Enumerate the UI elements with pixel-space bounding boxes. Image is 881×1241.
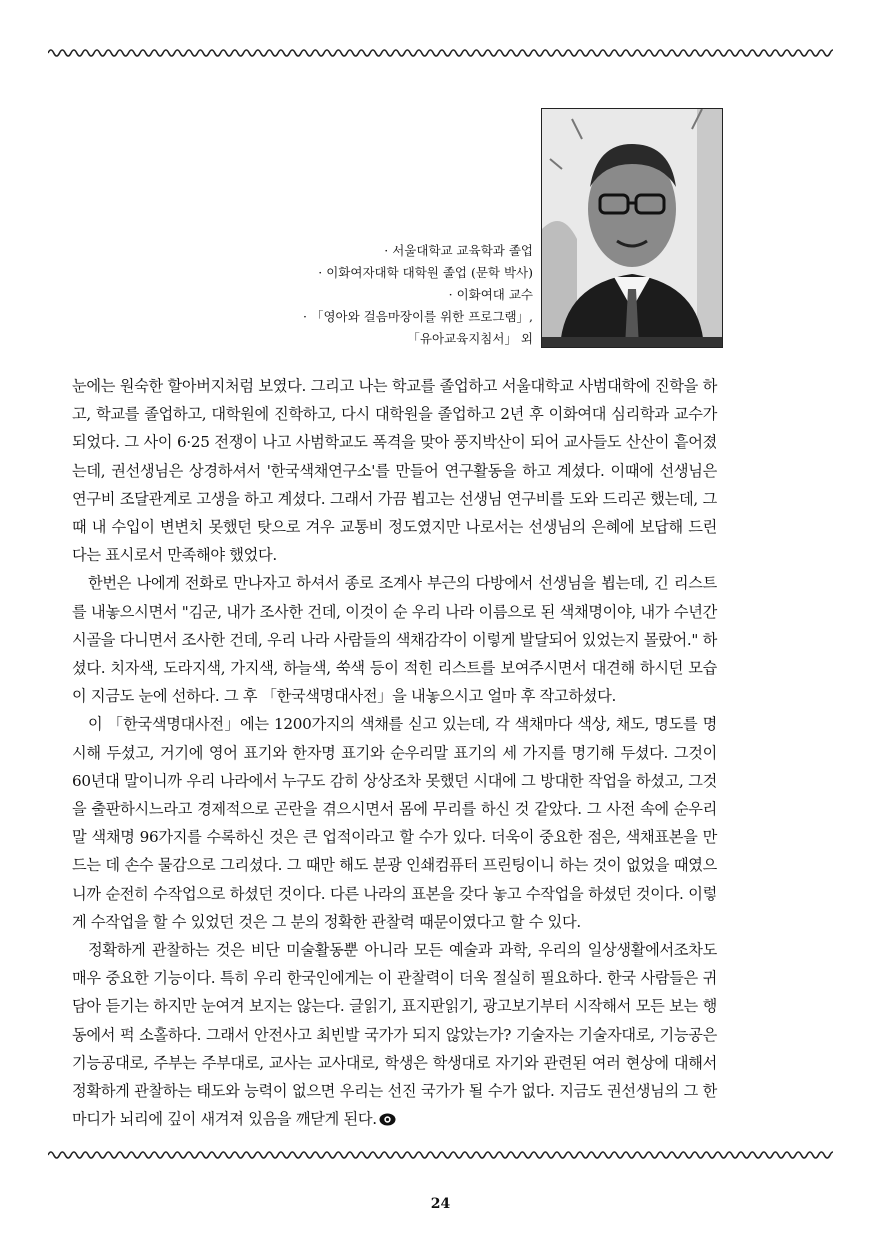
- bio-line: 「유아교육지침서」 외: [407, 331, 533, 346]
- bio-line: · 「영아와 걸음마장이를 위한 프로그램」,: [303, 309, 533, 324]
- article-body: [72, 372, 717, 1133]
- bio-line: · 서울대학교 교육학과 졸업: [384, 243, 533, 258]
- paragraph-text: 정확하게 관찰하는 것은 비단 미술활동뿐 아니라 모든 예술과 과학, 우리의 일상생활에서조차도 매우 중요한 기능이다. 특히 우리 한국인에게는 이 관찰력이 더욱 절실히 필요하다. 한국 사람들은 귀담아 듣기는 하지만 눈여겨 보지는 않는다. 글읽기, 표지판읽기, 광고보기부터 시작해서 모든 보는 행동에서 퍽 소홀하다. 그래서 안전사고 최빈발 국가가 되지 않았는가? 기술자는 기술자대로, 기능공은 기능공대로, 주부는 주부대로, 교사는 교사대로, 학생은 학생대로 자기와 관련된 여러 현상에 대해서 정확하게 관찰하는 태도와 능력이 없으면 우리는 선진 국가가 될 수가 없다. 지금도 권선생님의 그 한마디가 뇌리에 깊이 새겨져 있음을 깨닫게 된다.: [72, 941, 717, 1129]
- portrait-photo: [541, 108, 723, 348]
- bio-line: · 이화여대 교수: [448, 287, 533, 302]
- bio-line: · 이화여자대학 대학원 졸업 (문학 박사): [318, 265, 533, 280]
- paragraph: 이 「한국색명대사전」에는 1200가지의 색채를 싣고 있는데, 각 색채마다 색상, 채도, 명도를 명시해 두셨고, 거기에 영어 표기와 한자명 표기와 순우리말 표기의 세 가지를 명기해 두셨다. 그것이 60년대 말이니까 우리 나라에서 누구도 감히 상상조차 못했던 시대에 그 방대한 작업을 하셨고, 그것을 출판하시느라고 경제적으로 곤란을 겪으시면서 몸에 무리를 하신 것 같았다. 그 사전 속에 순우리말 색채명 96가지를 수록하신 것은 큰 업적이라고 할 수가 있다. 더욱이 중요한 점은, 색채표본을 만드는 데 손수 물감으로 그리셨다. 그 때만 해도 분광 인쇄컴퓨터 프린팅이니 하는 것이 없었을 때였으니까 순전히 수작업으로 하셨던 것이다. 다른 나라의 표본을 갖다 놓고 수작업을 하셨던 것이다. 이렇게 수작업을 할 수 있었던 것은 그 분의 정확한 관찰력 때문이였다고 할 수 있다.: [72, 715, 717, 931]
- page-number: 24: [430, 1196, 451, 1212]
- bottom-wave-divider: [48, 1148, 833, 1162]
- paragraph: 한번은 나에게 전화로 만나자고 하셔서 종로 조계사 부근의 다방에서 선생님을 뵙는데, 긴 리스트를 내놓으시면서 "김군, 내가 조사한 건데, 이것이 순 우리 나라 이름으로 된 색채명이야, 내가 수년간 시골을 다니면서 조사한 건데, 우리 나라 사람들의 색채감각이 이렇게 발달되어 있었는지 몰랐어." 하셨다. 치자색, 도라지색, 가지색, 하늘색, 쑥색 등이 적힌 리스트를 보여주시면서 대견해 하시던 모습이 지금도 눈에 선하다. 그 후 「한국색명대사전」을 내놓으시고 얼마 후 작고하셨다.: [72, 574, 717, 706]
- author-bio: [303, 240, 533, 350]
- eye-end-mark-icon: [379, 1113, 396, 1126]
- paragraph: [72, 936, 717, 1133]
- top-wave-divider: [48, 46, 833, 60]
- paragraph: 눈에는 원숙한 할아버지처럼 보였다. 그리고 나는 학교를 졸업하고 서울대학교 사범대학에 진학을 하고, 학교를 졸업하고, 대학원에 진학하고, 다시 대학원을 졸업하고 2년 후 이화여대 심리학과 교수가 되었다. 그 사이 6·25 전쟁이 나고 사범학교도 폭격을 맞아 풍지박산이 되어 교사들도 산산이 흩어졌는데, 권선생님은 상경하셔서 '한국색채연구소'를 만들어 연구활동을 하고 계셨다. 이때에 선생님은 연구비 조달관계로 고생을 하고 계셨다. 그래서 가끔 뵙고는 선생님 연구비를 도와 드리곤 했는데, 그때 내 수입이 변변치 못했던 탓으로 겨우 교통비 정도였지만 나로서는 선생님의 은혜에 보답해 드린다는 표시로서 만족해야 했었다.: [72, 377, 717, 565]
